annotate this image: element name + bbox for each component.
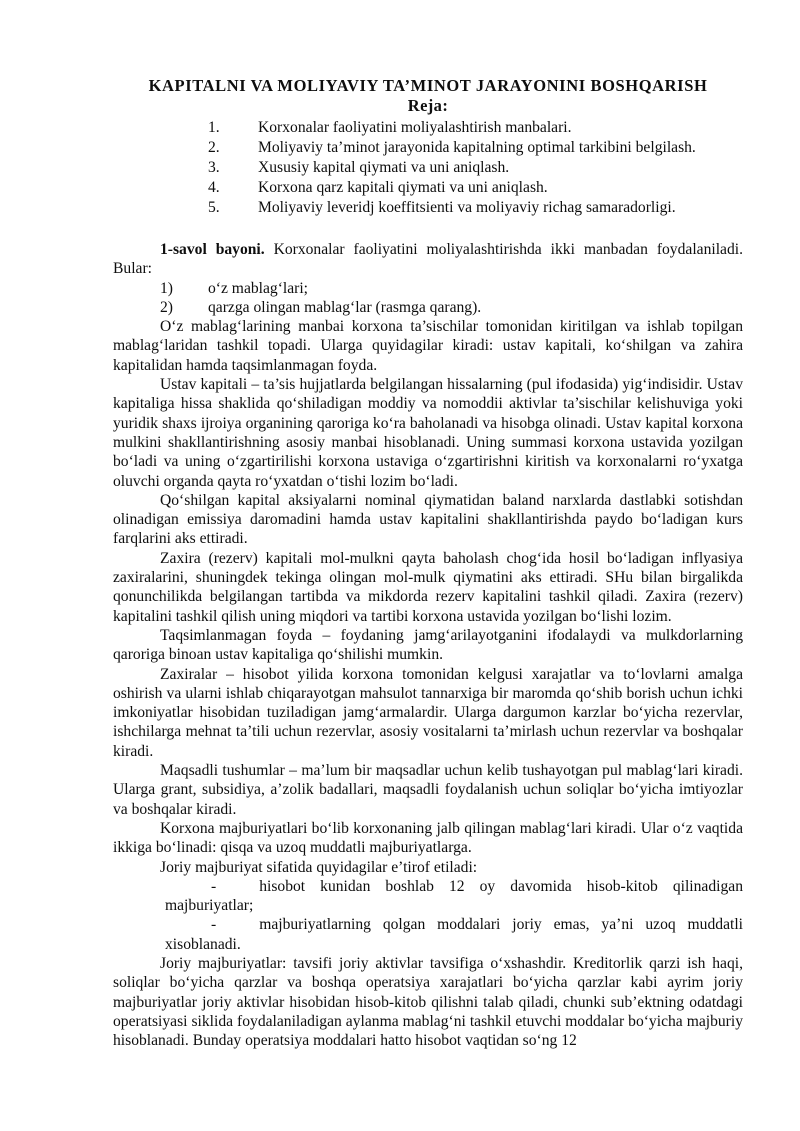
plan-item-text: Xususiy kapital qiymati va uni aniqlash.	[258, 159, 510, 176]
plan-heading: Reja:	[407, 96, 449, 115]
numbered-subitem	[113, 298, 743, 317]
intro-rest: Korxonalar faoliyatini moliyalashtirishda ikki manbadan foydalaniladi. Bular:	[113, 241, 743, 278]
plan-item-number: 5.	[208, 199, 220, 216]
intro-paragraph	[113, 240, 743, 279]
plan-list	[113, 118, 743, 218]
body-paragraph: Korxona majburiyatlari bo‘lib korxonaning jalb qilingan mablag‘lari kiradi. Ular o‘z vaqtida ikkiga bo‘linadi: qisqa va uzoq muddatli majburiyatlarga.	[113, 819, 743, 857]
body-paragraph: Maqsadli tushumlar – ma’lum bir maqsadlar uchun kelib tushayotgan pul mablag‘lari kiradi. Ularga grant, subsidiya, a’zolik badallari, maqsadli foydalanish uchun soliqlar bo‘yicha imtiyozlar va boshqalar kiradi.	[113, 762, 743, 818]
plan-item	[113, 118, 743, 138]
plan-item-number: 2.	[208, 139, 220, 156]
plan-item-number: 3.	[208, 159, 220, 176]
document-body	[113, 240, 743, 1050]
plan-item-text: Moliyaviy leveridj koeffitsienti va moliyaviy richag samaradorligi.	[258, 199, 676, 216]
subitem-number: 2)	[160, 298, 173, 316]
dash-list-item	[165, 877, 743, 916]
body-paragraph: Ustav kapitali – ta’sis hujjatlarda belgilangan hissalarning (pul ifodasida) yig‘indisidir. Ustav kapitaliga hissa shaklida qo‘shiladigan moddiy va nomoddii aktivlar ta’sischilar kelishuviga yoki yuridik shaxs ijroiya organining qaroriga ko‘ra baholanadi va hisobga olinadi. Ustav kapital korxona mulkini shakllantirishning asosiy manbai hisoblanadi. Uning summasi korxona ustavida yozilgan bo‘ladi va uning o‘zgartirilishi korxona ustaviga o‘zgartirishni kiritish va korxonalarni ro‘yxatga oluvchi organda qayta ro‘yxatdan o‘tishi lozim bo‘ladi.	[113, 376, 743, 490]
dash-item-text: majburiyatlarning qolgan moddalari joriy emas, ya’ni uzoq muddatli xisoblanadi.	[165, 916, 743, 953]
plan-item-number: 1.	[208, 119, 220, 136]
dash-bullet: -	[211, 916, 217, 934]
body-paragraph: Joriy majburiyat sifatida quyidagilar e’tirof etiladi:	[160, 858, 478, 876]
numbered-subitem	[113, 279, 743, 298]
dash-item-text: hisobot kunidan boshlab 12 oy davomida hisob-kitob qilinadigan majburiyatlar;	[165, 877, 743, 915]
plan-item	[113, 198, 743, 218]
dash-list-item	[165, 915, 743, 954]
subitem-number: 1)	[160, 279, 173, 297]
plan-item-text: Korxonalar faoliyatini moliyalashtirish manbalari.	[258, 119, 572, 136]
plan-item	[113, 158, 743, 178]
intro-lead: 1-savol bayoni.	[160, 241, 265, 258]
plan-item-number: 4.	[208, 179, 220, 196]
plan-item-text: Korxona qarz kapitali qiymati va uni aniqlash.	[258, 179, 548, 196]
plan-item-text: Moliyaviy ta’minot jarayonida kapitalning optimal tarkibini belgilash.	[258, 139, 696, 156]
plan-item	[113, 178, 743, 198]
body-paragraph: Zaxiralar – hisobot yilida korxona tomonidan kelgusi xarajatlar va to‘lovlarni amalga oshirish va ularni ishlab chiqarayotgan mahsulot tannarxiga bir maromda qo‘shib borish uchun ichki imkoniyatlar hisobidan tuziladigan jamg‘armalardir. Ularga dargumon karzlar bo‘yicha rezervlar, ishchilarga mehnat ta’tili uchun rezervlar, asosiy vositalarni ta’mirlash uchun rezervlar va boshqalar kiradi.	[113, 665, 743, 760]
subitem-text: qarzga olingan mablag‘lar (rasmga qarang).	[208, 298, 482, 316]
body-paragraph: O‘z mablag‘larining manbai korxona ta’sischilar tomonidan kiritilgan va ishlab topilgan mablag‘laridan tashkil topadi. Ularga quyidagilar kiradi: ustav kapitali, ko‘shilgan va zahira kapitalidan hamda taqsimlanmagan foyda.	[113, 318, 743, 374]
closing-paragraph: Joriy majburiyatlar: tavsifi joriy aktivlar tavsifiga o‘xshashdir. Kreditorlik qarzi ish haqi, soliqlar bo‘yicha qarzlar va boshqa operatsiya xarajatlari bo‘yicha qarzlar kabi ayrim joriy majburiyatlar joriy aktivlar hisobidan hisob-kitob qilishni talab qiladi, chunki sub’ektning odatdagi operatsiyasi siklida foydalaniladigan aylanma mablag‘ni tashkil etuvchi moddalar bo‘yicha majburiy hisoblanadi. Bunday operatsiya moddalari hatto hisobot vaqtidan so‘ng 12	[113, 954, 743, 1050]
body-paragraph: Zaxira (rezerv) kapitali mol-mulkni qayta baholash chog‘ida hosil bo‘ladigan inflyasiya zaxiralarini, shuningdek tekinga olingan mol-mulk qiymatini aks ettiradi. SHu bilan birgalikda qonunchilikda belgilangan tartibda va mikdorda rezerv kapitalini tashkil qiladi. Zaxira (rezerv) kapitalini tashkil qilish uning miqdori va tartibi korxona ustavida yozilgan bo‘lishi lozim.	[113, 549, 743, 625]
dash-bullet: -	[211, 877, 217, 895]
subitem-text: o‘z mablag‘lari;	[208, 279, 309, 297]
document-title: KAPITALNI VA MOLIYAVIY TA’MINOT JARAYONINI BOSHQARISH	[148, 76, 708, 95]
body-paragraph: Taqsimlanmagan foyda – foydaning jamg‘arilayotganini ifodalaydi va mulkdorlarning qaroriga binoan ustav kapitaliga qo‘shilishi mumkin.	[113, 626, 743, 664]
body-paragraph: Qo‘shilgan kapital aksiyalarni nominal qiymatidan baland narxlarda dastlabki sotishdan olinadigan emissiya daromadini hamda ustav kapitalini shakllantirishda paydo bo‘ladigan kurs farqlarini aks ettiradi.	[113, 491, 743, 548]
plan-item	[113, 138, 743, 158]
